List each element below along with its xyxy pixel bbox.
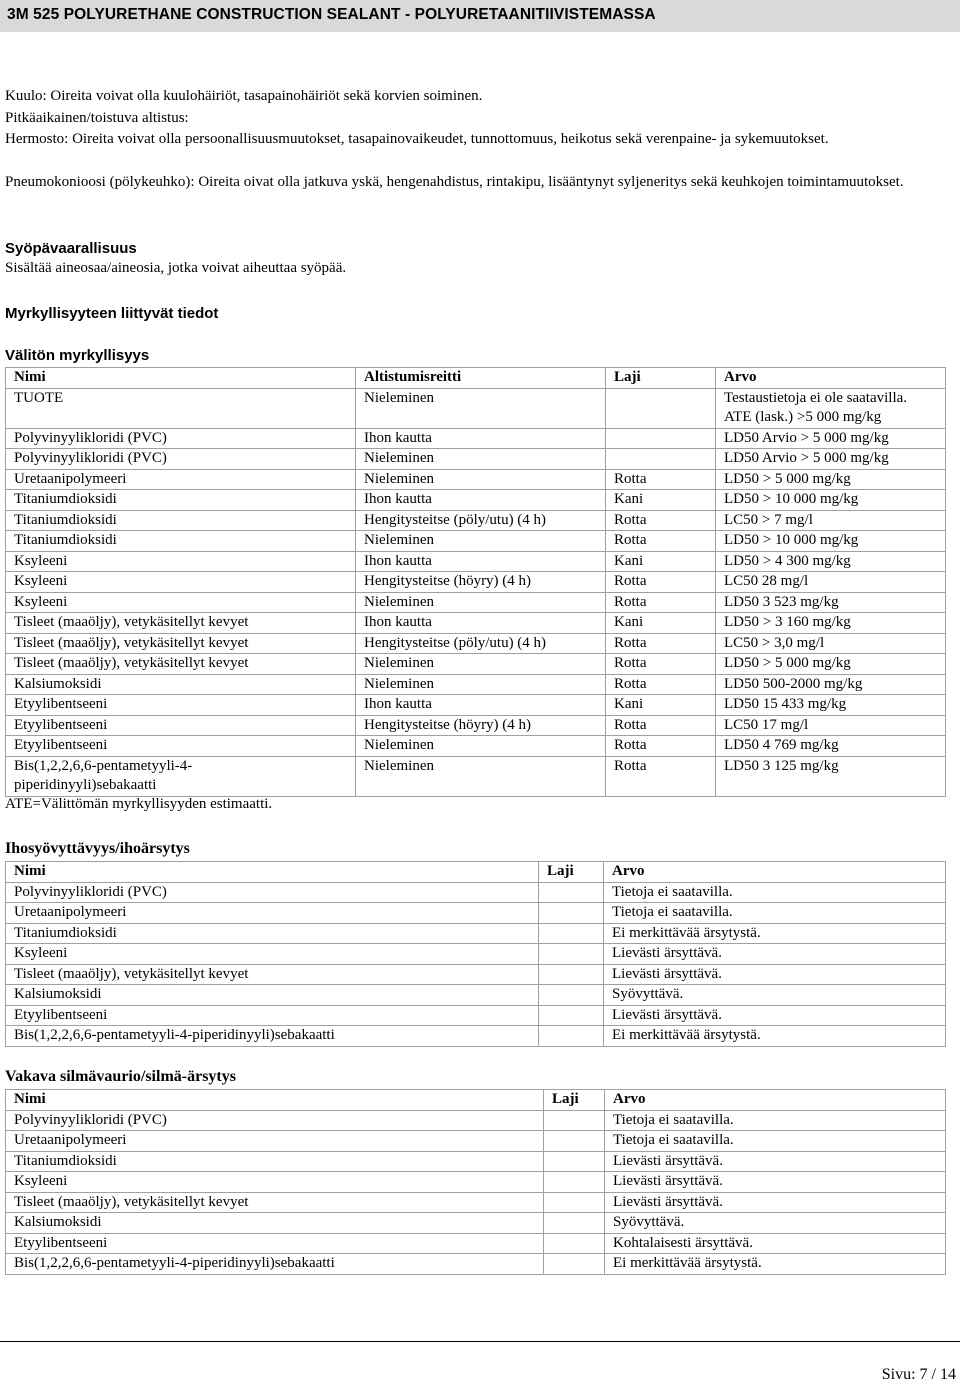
- table-cell: Tietoja ei saatavilla.: [604, 903, 946, 924]
- table-cell: Polyvinyylikloridi (PVC): [6, 428, 356, 449]
- table-cell: Tietoja ei saatavilla.: [605, 1110, 946, 1131]
- table-cell: Ksyleeni: [6, 551, 356, 572]
- table-cell: Lievästi ärsyttävä.: [604, 1005, 946, 1026]
- table-cell: [539, 903, 604, 924]
- column-header: Nimi: [6, 1090, 544, 1111]
- table-cell: Kohtalaisesti ärsyttävä.: [605, 1233, 946, 1254]
- table-cell: Etyylibentseeni: [6, 736, 356, 757]
- table-row: [6, 1110, 946, 1131]
- table-cell: Syövyttävä.: [605, 1213, 946, 1234]
- table-cell: LC50 28 mg/l: [716, 572, 946, 593]
- table-cell: Nieleminen: [356, 388, 606, 428]
- table-row: [6, 944, 946, 965]
- table-cell: Nieleminen: [356, 654, 606, 675]
- table-header-row: [6, 368, 946, 389]
- table-cell: [539, 882, 604, 903]
- column-header: Nimi: [6, 862, 539, 883]
- table-cell: Rotta: [606, 654, 716, 675]
- nervous-effects: Hermosto: Oireita voivat olla persoonallisuusmuutokset, tasapainovaikeudet, tunnottomuus, heikotus sekä verenpaine- ja sykemuutokset.: [5, 131, 829, 147]
- table-row: [6, 654, 946, 675]
- table-cell: Uretaanipolymeeri: [6, 1131, 544, 1152]
- table-cell: Ihon kautta: [356, 695, 606, 716]
- table-cell: [544, 1254, 605, 1275]
- table-cell: Ksyleeni: [6, 944, 539, 965]
- table-cell: Kalsiumoksidi: [6, 674, 356, 695]
- table-row: [6, 674, 946, 695]
- table-cell: LD50 > 5 000 mg/kg: [716, 654, 946, 675]
- table-row: [6, 695, 946, 716]
- table-cell: LC50 > 7 mg/l: [716, 510, 946, 531]
- table-row: [6, 882, 946, 903]
- table-cell: LD50 15 433 mg/kg: [716, 695, 946, 716]
- table-cell: Rotta: [606, 633, 716, 654]
- table-cell: LD50 > 10 000 mg/kg: [716, 490, 946, 511]
- table-row: [6, 449, 946, 470]
- table-cell: Etyylibentseeni: [6, 1233, 544, 1254]
- table-row: [6, 923, 946, 944]
- column-header: Arvo: [604, 862, 946, 883]
- table-row: [6, 510, 946, 531]
- table-cell: [544, 1233, 605, 1254]
- table-cell: Rotta: [606, 592, 716, 613]
- table-cell: LD50 > 5 000 mg/kg: [716, 469, 946, 490]
- footer-divider: [0, 1341, 960, 1342]
- eye-irritation-table: [5, 1089, 946, 1275]
- table-cell: Tisleet (maaöljy), vetykäsitellyt kevyet: [6, 964, 539, 985]
- table-cell: Hengitysteitse (höyry) (4 h): [356, 572, 606, 593]
- table-cell: LD50 500-2000 mg/kg: [716, 674, 946, 695]
- table-cell: Nieleminen: [356, 469, 606, 490]
- table-row: [6, 428, 946, 449]
- table-cell: Kani: [606, 695, 716, 716]
- table-row: [6, 756, 946, 796]
- table-cell: Kani: [606, 613, 716, 634]
- table-cell: [606, 388, 716, 428]
- table-row: [6, 964, 946, 985]
- table-cell: Hengitysteitse (höyry) (4 h): [356, 715, 606, 736]
- table-row: [6, 633, 946, 654]
- table-cell: [544, 1172, 605, 1193]
- column-header: Altistumisreitti: [356, 368, 606, 389]
- table-cell: Rotta: [606, 756, 716, 796]
- table-cell: Kani: [606, 490, 716, 511]
- table-cell: Nieleminen: [356, 449, 606, 470]
- table-cell: [606, 449, 716, 470]
- table-cell: Lievästi ärsyttävä.: [605, 1172, 946, 1193]
- table-cell: [539, 985, 604, 1006]
- table-cell: LD50 3 125 mg/kg: [716, 756, 946, 796]
- table-cell: Tisleet (maaöljy), vetykäsitellyt kevyet: [6, 1192, 544, 1213]
- table-cell: Rotta: [606, 469, 716, 490]
- table-cell: Bis(1,2,2,6,6-pentametyyli-4-piperidinyyli)sebakaatti: [6, 1026, 539, 1047]
- table-cell: [539, 1005, 604, 1026]
- table-cell: Tietoja ei saatavilla.: [604, 882, 946, 903]
- carcinogenicity-text: Sisältää aineosaa/aineosia, jotka voivat aiheuttaa syöpää.: [5, 260, 347, 276]
- table-row: [6, 551, 946, 572]
- table-row: [6, 736, 946, 757]
- table-cell: Etyylibentseeni: [6, 1005, 539, 1026]
- table-cell: LD50 Arvio > 5 000 mg/kg: [716, 449, 946, 470]
- eye-irritation-heading: Vakava silmävaurio/silmä-ärsytys: [5, 1068, 236, 1085]
- table-header-row: [6, 862, 946, 883]
- table-cell: LC50 > 3,0 mg/l: [716, 633, 946, 654]
- table-cell: Uretaanipolymeeri: [6, 469, 356, 490]
- table-cell: TUOTE: [6, 388, 356, 428]
- table-cell: Nieleminen: [356, 531, 606, 552]
- acute-toxicity-table: [5, 367, 946, 797]
- longterm-label: Pitkäaikainen/toistuva altistus:: [5, 110, 189, 126]
- document-header: [0, 0, 960, 32]
- table-cell: Ihon kautta: [356, 551, 606, 572]
- table-cell: [606, 428, 716, 449]
- toxicology-heading: Myrkyllisyyteen liittyvät tiedot: [5, 305, 219, 322]
- carcinogenicity-heading: Syöpävaarallisuus: [5, 240, 137, 257]
- table-row: [6, 613, 946, 634]
- table-cell: [544, 1110, 605, 1131]
- table-cell: LD50 > 4 300 mg/kg: [716, 551, 946, 572]
- table-row: [6, 1005, 946, 1026]
- table-cell: Tisleet (maaöljy), vetykäsitellyt kevyet: [6, 654, 356, 675]
- table-cell: Nieleminen: [356, 736, 606, 757]
- table-cell: Titaniumdioksidi: [6, 1151, 544, 1172]
- column-header: Laji: [606, 368, 716, 389]
- table-cell: Polyvinyylikloridi (PVC): [6, 1110, 544, 1131]
- table-cell: Lievästi ärsyttävä.: [605, 1151, 946, 1172]
- table-row: [6, 469, 946, 490]
- table-cell: Ei merkittävää ärsytystä.: [604, 923, 946, 944]
- table-cell: LD50 Arvio > 5 000 mg/kg: [716, 428, 946, 449]
- skin-irritation-table: [5, 861, 946, 1047]
- document-title: 3M 525 POLYURETHANE CONSTRUCTION SEALANT - POLYURETAANITIIVISTEMASSA: [7, 6, 656, 23]
- table-cell: [544, 1131, 605, 1152]
- table-cell: [544, 1213, 605, 1234]
- table-cell: Rotta: [606, 736, 716, 757]
- table-cell: Ihon kautta: [356, 428, 606, 449]
- table-cell: Rotta: [606, 715, 716, 736]
- table-cell: Tietoja ei saatavilla.: [605, 1131, 946, 1152]
- table-cell: [539, 923, 604, 944]
- table-row: [6, 1151, 946, 1172]
- table-cell: Ei merkittävää ärsytystä.: [605, 1254, 946, 1275]
- table-cell: Titaniumdioksidi: [6, 510, 356, 531]
- acute-toxicity-heading: Välitön myrkyllisyys: [5, 347, 150, 364]
- table-row: [6, 1131, 946, 1152]
- column-header: Nimi: [6, 368, 356, 389]
- column-header: Arvo: [605, 1090, 946, 1111]
- table-cell: Tisleet (maaöljy), vetykäsitellyt kevyet: [6, 613, 356, 634]
- table-cell: Ksyleeni: [6, 592, 356, 613]
- table-row: [6, 592, 946, 613]
- table-cell: Lievästi ärsyttävä.: [604, 964, 946, 985]
- table-row: [6, 1213, 946, 1234]
- table-cell: Ihon kautta: [356, 490, 606, 511]
- table-cell: Bis(1,2,2,6,6-pentametyyli-4-piperidinyyli)sebakaatti: [6, 1254, 544, 1275]
- table-cell: Kalsiumoksidi: [6, 985, 539, 1006]
- table-row: [6, 531, 946, 552]
- table-cell: LD50 > 10 000 mg/kg: [716, 531, 946, 552]
- table-cell: Ihon kautta: [356, 613, 606, 634]
- column-header: Laji: [539, 862, 604, 883]
- table-row: [6, 1192, 946, 1213]
- table-row: [6, 572, 946, 593]
- table-cell: Kalsiumoksidi: [6, 1213, 544, 1234]
- table-cell: Tisleet (maaöljy), vetykäsitellyt kevyet: [6, 633, 356, 654]
- pneumoconiosis-effects: Pneumokonioosi (pölykeuhko): Oireita oivat olla jatkuva yskä, hengenahdistus, rintakipu, lisääntynyt syljeneritys sekä keuhkojen toimintamuutokset.: [5, 174, 904, 190]
- column-header: Laji: [544, 1090, 605, 1111]
- table-cell: [539, 964, 604, 985]
- table-cell: Bis(1,2,2,6,6-pentametyyli-4- piperidinyyli)sebakaatti: [6, 756, 356, 796]
- table-cell: Ei merkittävää ärsytystä.: [604, 1026, 946, 1047]
- table-cell: Lievästi ärsyttävä.: [604, 944, 946, 965]
- table-row: [6, 985, 946, 1006]
- table-row: [6, 1233, 946, 1254]
- table-cell: LD50 > 3 160 mg/kg: [716, 613, 946, 634]
- table-cell: LD50 4 769 mg/kg: [716, 736, 946, 757]
- table-cell: Polyvinyylikloridi (PVC): [6, 449, 356, 470]
- column-header: Arvo: [716, 368, 946, 389]
- skin-irritation-heading: Ihosyövyttävyys/ihoärsytys: [5, 840, 190, 857]
- table-cell: Titaniumdioksidi: [6, 923, 539, 944]
- table-cell: Rotta: [606, 674, 716, 695]
- table-cell: Hengitysteitse (pöly/utu) (4 h): [356, 633, 606, 654]
- table-cell: Hengitysteitse (pöly/utu) (4 h): [356, 510, 606, 531]
- table-row: [6, 1172, 946, 1193]
- table-cell: Nieleminen: [356, 592, 606, 613]
- table-row: [6, 1254, 946, 1275]
- table-cell: Titaniumdioksidi: [6, 531, 356, 552]
- table-cell: Etyylibentseeni: [6, 695, 356, 716]
- hearing-effects: Kuulo: Oireita voivat olla kuulohäiriöt, tasapainohäiriöt sekä korvien soiminen.: [5, 88, 483, 104]
- table-cell: Nieleminen: [356, 756, 606, 796]
- table-cell: Syövyttävä.: [604, 985, 946, 1006]
- table-cell: Ksyleeni: [6, 572, 356, 593]
- table-cell: Ksyleeni: [6, 1172, 544, 1193]
- table-row: [6, 903, 946, 924]
- table-cell: Uretaanipolymeeri: [6, 903, 539, 924]
- ate-footnote: ATE=Välittömän myrkyllisyyden estimaatti.: [5, 796, 273, 812]
- table-header-row: [6, 1090, 946, 1111]
- table-cell: Rotta: [606, 572, 716, 593]
- table-cell: Etyylibentseeni: [6, 715, 356, 736]
- table-cell: Polyvinyylikloridi (PVC): [6, 882, 539, 903]
- table-cell: Kani: [606, 551, 716, 572]
- table-row: [6, 490, 946, 511]
- table-cell: [544, 1151, 605, 1172]
- table-cell: LD50 3 523 mg/kg: [716, 592, 946, 613]
- table-cell: Nieleminen: [356, 674, 606, 695]
- table-cell: Testaustietoja ei ole saatavilla. ATE (lask.) >5 000 mg/kg: [716, 388, 946, 428]
- table-cell: Rotta: [606, 510, 716, 531]
- table-cell: Rotta: [606, 531, 716, 552]
- table-cell: LC50 17 mg/l: [716, 715, 946, 736]
- table-cell: Titaniumdioksidi: [6, 490, 356, 511]
- table-cell: [539, 944, 604, 965]
- table-cell: [544, 1192, 605, 1213]
- table-row: [6, 1026, 946, 1047]
- table-cell: [539, 1026, 604, 1047]
- table-row: [6, 715, 946, 736]
- table-cell: Lievästi ärsyttävä.: [605, 1192, 946, 1213]
- table-row: [6, 388, 946, 428]
- page-number: Sivu: 7 / 14: [881, 1366, 956, 1383]
